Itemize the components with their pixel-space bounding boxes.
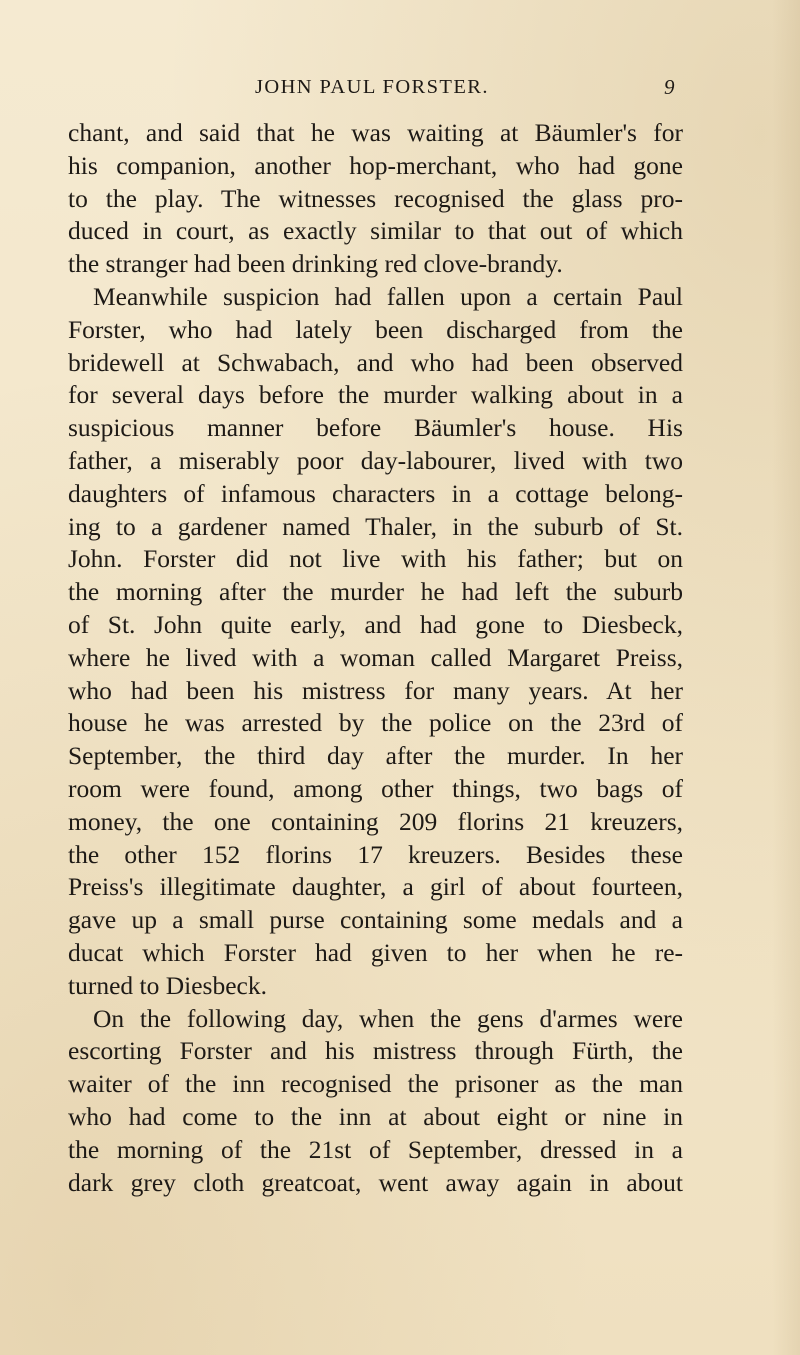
text-line: Forster, who had lately been discharged from the [68,314,683,344]
text-line: escorting Forster and his mistress through Fürth, the [68,1036,683,1066]
paragraph-start-line: Meanwhile suspicion had fallen upon a certain Paul [93,281,683,311]
text-line: waiter of the inn recognised the prisoner as the man [68,1069,683,1099]
text-line: Preiss's illegitimate daughter, a girl of about fourteen, [68,872,683,902]
text-line: for several days before the murder walking about in a [68,380,683,410]
page-edge-shading [772,0,800,1355]
text-line: September, the third day after the murder. In her [68,741,683,771]
text-line: where he lived with a woman called Margaret Preiss, [68,642,683,672]
text-line: the morning after the murder he had left the suburb [68,577,683,607]
text-line: John. Forster did not live with his father; but on [68,544,683,574]
page-number: 9 [664,75,675,99]
text-line: ducat which Forster had given to her when he re- [68,937,683,967]
text-line: the stranger had been drinking red clove-brandy. [68,249,563,279]
text-line: who had come to the inn at about eight or nine in [68,1101,683,1131]
text-line: the other 152 florins 17 kreuzers. Besides these [68,839,683,869]
text-line: chant, and said that he was waiting at Bäumler's for [68,118,683,147]
text-line: who had been his mistress for many years. At her [68,675,683,705]
text-line: ing to a gardener named Thaler, in the suburb of St. [68,511,683,541]
body-text [68,117,683,1199]
paragraph-start-line: On the following day, when the gens d'armes were [93,1003,683,1033]
text-line: his companion, another hop-merchant, who had gone [68,150,683,180]
running-title: JOHN PAUL FORSTER. [255,76,489,98]
text-line: money, the one containing 209 florins 21 kreuzers, [68,806,683,836]
text-line: room were found, among other things, two bags of [68,773,683,803]
running-head [0,72,800,102]
text-line: the morning of the 21st of September, dressed in a [68,1134,683,1164]
text-line: of St. John quite early, and had gone to Diesbeck, [68,609,683,639]
text-line: house he was arrested by the police on the 23rd of [68,708,683,738]
text-line: turned to Diesbeck. [68,970,267,1000]
text-line: father, a miserably poor day-labourer, lived with two [68,445,683,475]
text-line: duced in court, as exactly similar to that out of which [68,216,683,246]
text-line: suspicious manner before Bäumler's house. His [68,413,683,443]
text-line: bridewell at Schwabach, and who had been observed [68,347,683,377]
text-line: daughters of infamous characters in a cottage belong- [68,478,683,508]
text-line: dark grey cloth greatcoat, went away again in about [68,1167,683,1197]
text-line: gave up a small purse containing some medals and a [68,905,683,935]
text-line: to the play. The witnesses recognised the glass pro- [68,183,683,213]
